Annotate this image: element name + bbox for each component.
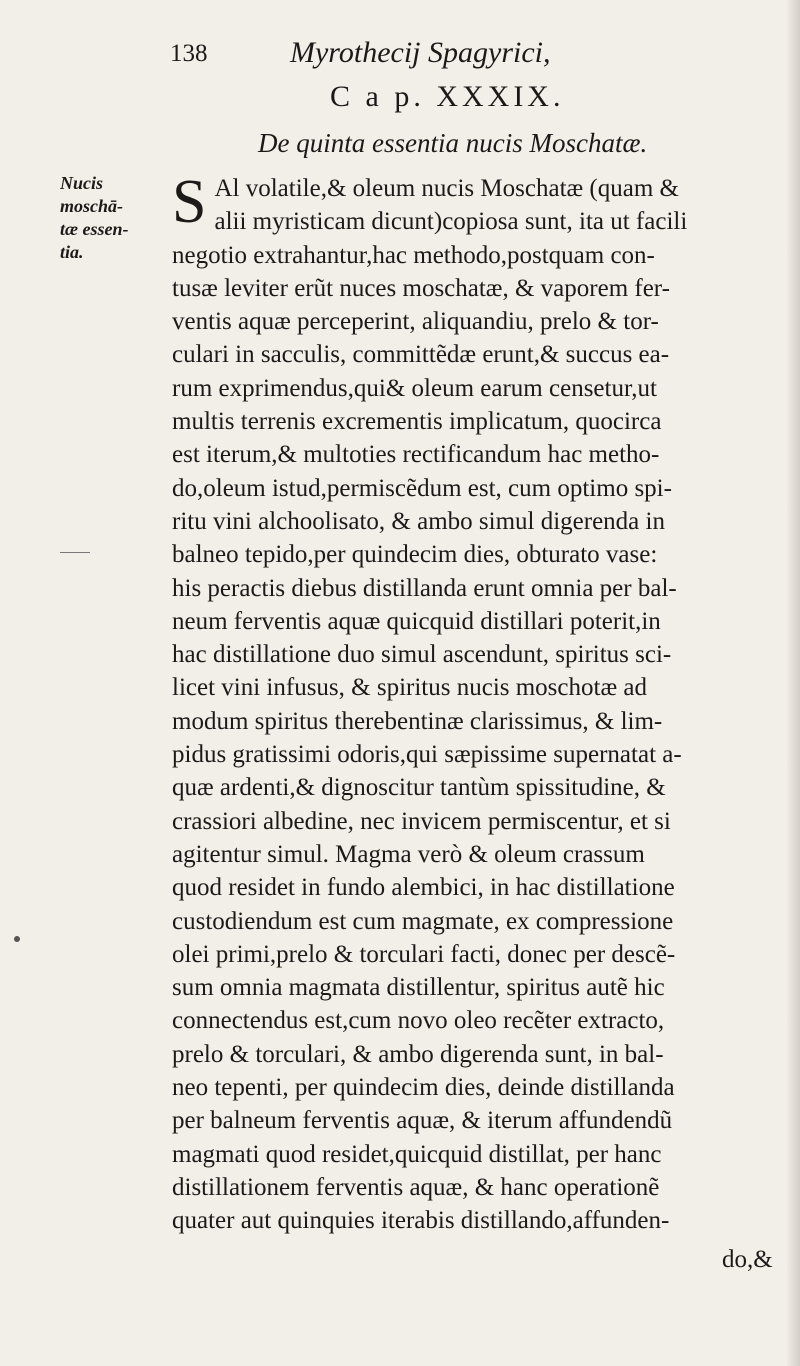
text-line: distillationem ferventis aquæ, & hanc operationẽ	[172, 1173, 660, 1201]
text-line: quod residet in fundo alembici, in hac distillatione	[172, 874, 675, 902]
text-line: Al volatile,& oleum nucis Moschatæ (quam &	[214, 175, 679, 202]
page-edge-shadow	[786, 0, 800, 1366]
text-line: balneo tepido,per quindecim dies, obturato vase:	[172, 541, 658, 569]
section-subtitle: De quinta essentia nucis Moschatæ.	[258, 128, 648, 158]
page-number: 138	[170, 40, 208, 67]
drop-cap: S	[172, 168, 207, 236]
text-line: sum omnia magmata distillentur, spiritus autẽ hic	[172, 974, 665, 1002]
text-line: hac distillatione duo simul ascendunt, spiritus sci-	[172, 641, 672, 669]
chapter-heading: C a p. XXXIX.	[330, 80, 565, 113]
margin-note	[60, 172, 150, 264]
margin-mark	[60, 552, 90, 553]
margin-note-line: tia.	[60, 242, 84, 262]
text-line: quater aut quinquies iterabis distillando,affunden-	[172, 1207, 670, 1235]
margin-note-line: moschā-	[60, 196, 123, 216]
text-line: alii myristicam dicunt)copiosa sunt, ita ut facili	[214, 208, 688, 236]
text-line: magmati quod residet,quicquid distillat, per hanc	[172, 1140, 662, 1168]
text-line: prelo & torculari, & ambo digerenda sunt, in bal-	[172, 1040, 664, 1068]
text-line: culari in sacculis, committẽdæ erunt,& succus ea-	[172, 341, 670, 369]
text-line: custodiendum est cum magmate, ex compressione	[172, 907, 674, 935]
page-header	[170, 36, 690, 76]
text-line: est iterum,& multoties rectificandum hac metho-	[172, 441, 660, 469]
text-line: per balneum ferventis aquæ, & iterum affundendũ	[172, 1107, 673, 1135]
text-line: agitentur simul. Magma verò & oleum crassum	[172, 840, 645, 868]
text-line: olei primi,prelo & torculari facti, donec per descẽ-	[172, 940, 676, 968]
text-line: negotio extrahantur,hac methodo,postquam con-	[172, 241, 655, 269]
text-line: tusæ leviter erũt nuces moschatæ, & vaporem fer-	[172, 274, 670, 302]
text-line: licet vini infusus, & spiritus nucis moschotæ ad	[172, 674, 647, 702]
margin-note-line: Nucis	[60, 173, 104, 193]
text-line: multis terrenis excrementis implicatum, quocirca	[172, 408, 662, 436]
text-line: rum exprimendus,qui& oleum earum censetur,ut	[172, 374, 657, 402]
text-line: do,oleum istud,permiscẽdum est, cum optimo spi-	[172, 474, 672, 502]
text-line: neo tepenti, per quindecim dies, deinde distillanda	[172, 1074, 675, 1102]
text-line: quæ ardenti,& dignoscitur tantùm spissitudine, &	[172, 774, 666, 802]
margin-note-line: tæ essen-	[60, 219, 129, 239]
text-line: neum ferventis aquæ quicquid distillari poterit,in	[172, 607, 661, 635]
text-line: modum spiritus therebentinæ clarissimus, & lim-	[172, 707, 663, 735]
text-line: ritu vini alchoolisato, & ambo simul digerenda in	[172, 507, 665, 535]
page-speck	[14, 936, 20, 942]
text-line: pidus gratissimi odoris,qui sæpissime supernatat a-	[172, 741, 682, 769]
text-line: his peractis diebus distillanda erunt omnia per bal-	[172, 574, 677, 602]
running-title: Myrothecij Spagyrici,	[290, 36, 551, 69]
text-line: ventis aquæ perceperint, aliquandiu, prelo & tor-	[172, 308, 659, 336]
text-line: crassiori albedine, nec invicem permiscentur, et si	[172, 807, 671, 835]
catchword: do,&	[722, 1246, 773, 1273]
text-line: connectendus est,cum novo oleo recẽter extracto,	[172, 1007, 665, 1035]
body-text	[172, 168, 782, 1238]
